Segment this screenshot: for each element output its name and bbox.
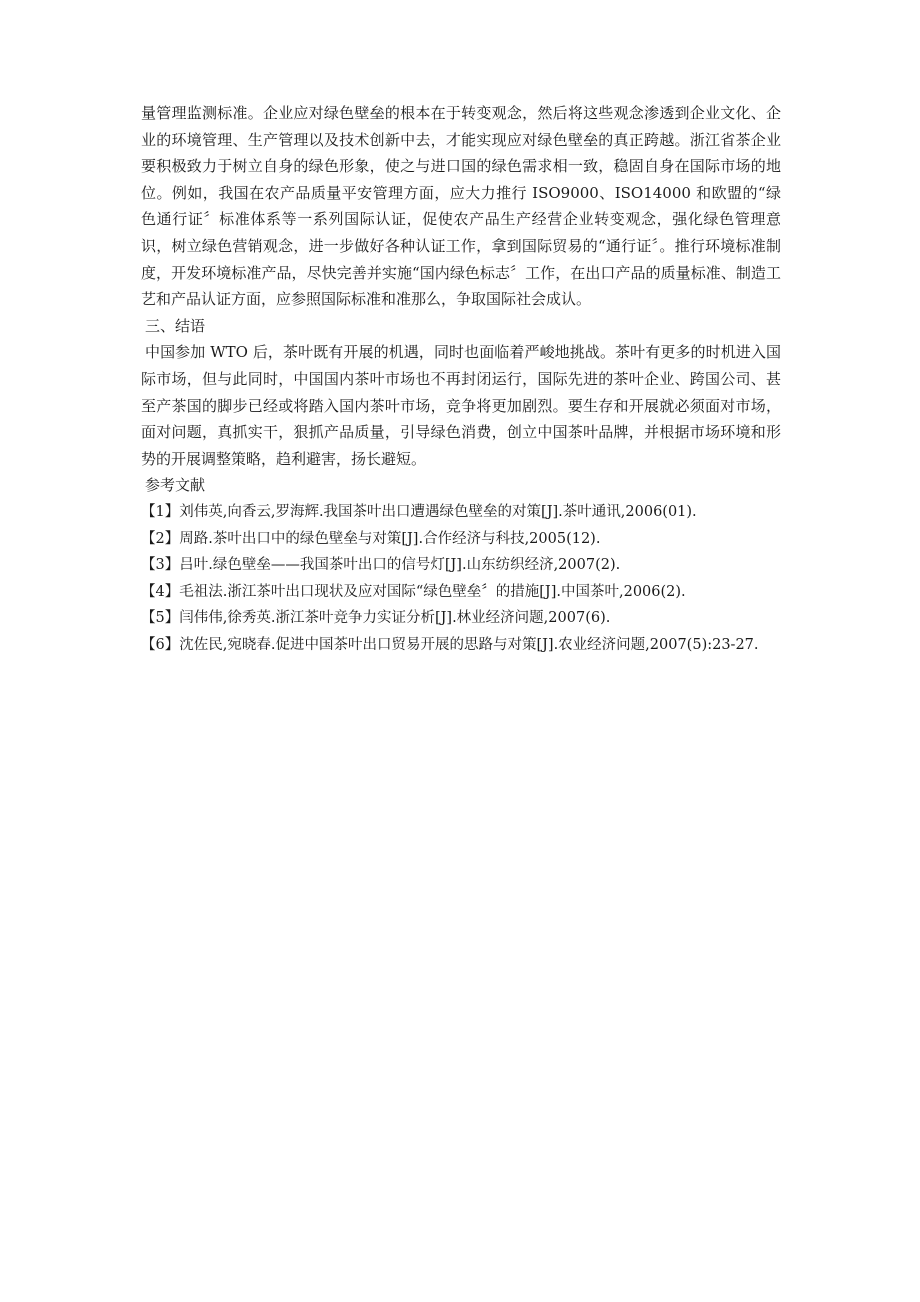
reference-item-3: 【3】吕叶.绿色壁垒——我国茶叶出口的信号灯[J].山东纺织经济,2007(2). <box>141 557 621 574</box>
reference-item-6: 【6】沈佐民,宛晓春.促进中国茶叶出口贸易开展的思路与对策[J].农业经济问题,2007(5):23-27. <box>141 636 759 653</box>
body-paragraph-conclusion: 中国参加 WTO 后，茶叶既有开展的机遇，同时也面临着严峻地挑战。茶叶有更多的时机进入国际市场，但与此同时，中国国内茶叶市场也不再封闭运行，国际先进的茶叶企业、跨国公司、甚至产茶国的脚步已经或将踏入国内茶叶市场，竞争将更加剧烈。要生存和开展就必须面对市场，面对问题，真抓实干，狠抓产品质量，引导绿色消费，创立中国茶叶品牌，并根据市场环境和形势的开展调整策略，趋利避害，扬长避短。 <box>141 343 781 468</box>
reference-item-4: 【4】毛祖法.浙江茶叶出口现状及应对国际“绿色壁垒〞的措施[J].中国茶叶,2006(2). <box>141 583 686 600</box>
reference-item-5: 【5】闫伟伟,徐秀英.浙江茶叶竞争力实证分析[J].林业经济问题,2007(6). <box>141 610 611 627</box>
body-paragraph-green-barrier: 量管理监测标准。企业应对绿色壁垒的根本在于转变观念，然后将这些观念渗透到企业文化、企业的环境管理、生产管理以及技术创新中去，才能实现应对绿色壁垒的真正跨越。浙江省茶企业要积极致力于树立自身的绿色形象，使之与进口国的绿色需求相一致，稳固自身在国际市场的地位。例如，我国在农产品质量平安管理方面，应大力推行 ISO9000、ISO14000 和欧盟的“绿色通行证〞标准体系等一系列国际认证，促使农产品生产经营企业转变观念，强化绿色管理意识，树立绿色营销观念，进一步做好各种认证工作，拿到国际贸易的“通行证〞。推行环境标准制度，开发环境标准产品，尽快完善并实施“国内绿色标志〞工作，在出口产品的质量标准、制造工艺和产品认证方面，应参照国际标准和准那么，争取国际社会成认。 <box>141 104 781 309</box>
section-heading-references: 参考文献 <box>145 476 206 495</box>
reference-item-2: 【2】周路.茶叶出口中的绿色壁垒与对策[J].合作经济与科技,2005(12). <box>141 530 601 547</box>
reference-item-1: 【1】刘伟英,向香云,罗海辉.我国茶叶出口遭遇绿色壁垒的对策[J].茶叶通讯,2006(01). <box>141 503 697 520</box>
reference-list <box>141 499 781 659</box>
document-page <box>141 100 781 658</box>
section-heading-conclusion: 三、结语 <box>145 316 206 335</box>
